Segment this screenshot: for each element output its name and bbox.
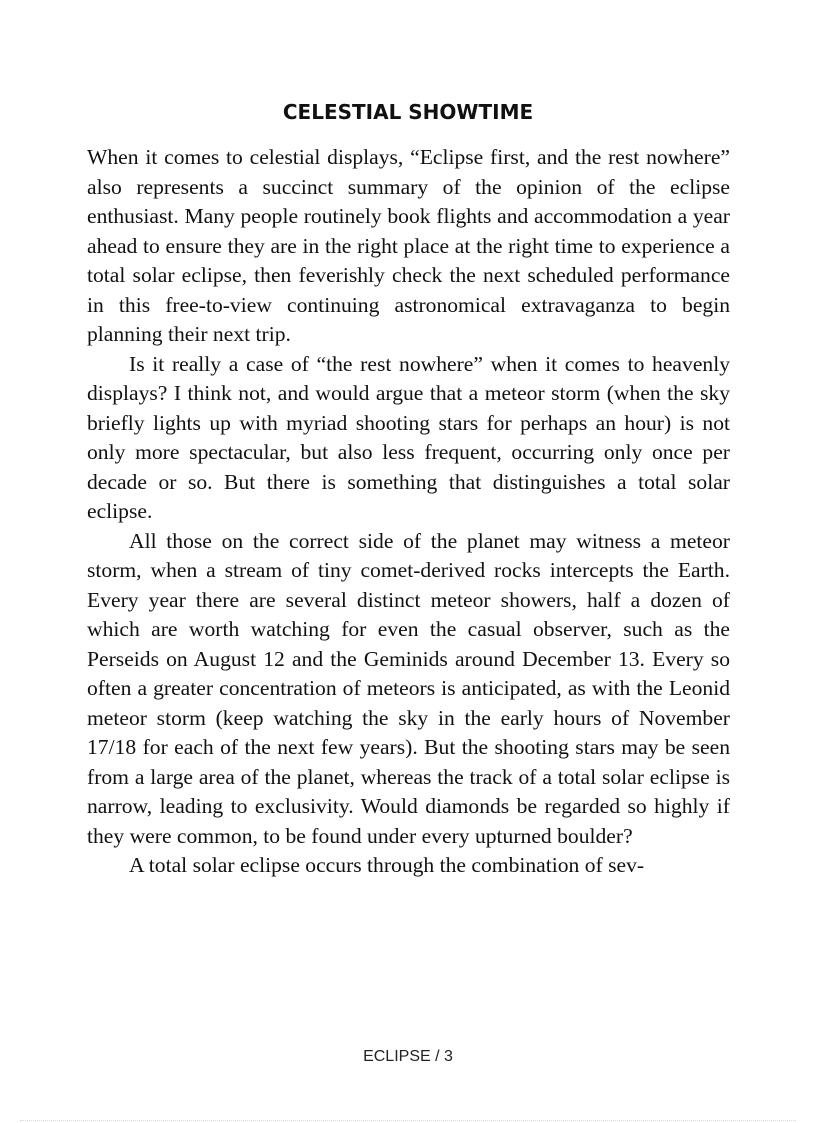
chapter-title: CELESTIAL SHOWTIME [282, 100, 534, 124]
paragraph-3: All those on the correct side of the planet may witness a meteor storm, when a stream of tiny comet-derived rocks intercepts the Earth. Every year there are several distinct meteor showers, half a dozen of which are worth watching for even the casual observer, such as the Perseids on August 12 and the Geminids around December 13. Every so often a greater concentration of meteors is anticipated, as with the Leonid meteor storm (keep watching the sky in the early hours of November 17/18 for each of the next few years). But the shooting stars may be seen from a large area of the planet, whereas the track of a total solar eclipse is narrow, leading to exclusivity. Would diamonds be regarded so highly if they were common, to be found under every upturned boulder? [87, 528, 730, 848]
paragraph-4: A total solar eclipse occurs through the combination of sev- [129, 853, 645, 877]
page-edge-divider [20, 1120, 796, 1121]
paragraph-1: When it comes to celestial displays, “Eclipse first, and the rest nowhere” also represents a succinct summary of the opinion of the eclipse enthusiast. Many people routinely book flights and accommodation a year ahead to ensure they are in the right place at the right time to experience a total solar eclipse, then feverishly check the next scheduled performance in this free-to-view continuing astronomical extravaganza to begin planning their next trip. [87, 145, 730, 346]
body-text [87, 143, 730, 881]
paragraph-2: Is it really a case of “the rest nowhere” when it comes to heavenly displays? I think not, and would argue that a meteor storm (when the sky briefly lights up with myriad shooting stars for perhaps an hour) is not only more spectacular, but also less frequent, occurring only once per decade or so. But there is something that distinguishes a total solar eclipse. [87, 351, 730, 523]
page-footer: ECLIPSE / 3 [363, 1048, 453, 1065]
